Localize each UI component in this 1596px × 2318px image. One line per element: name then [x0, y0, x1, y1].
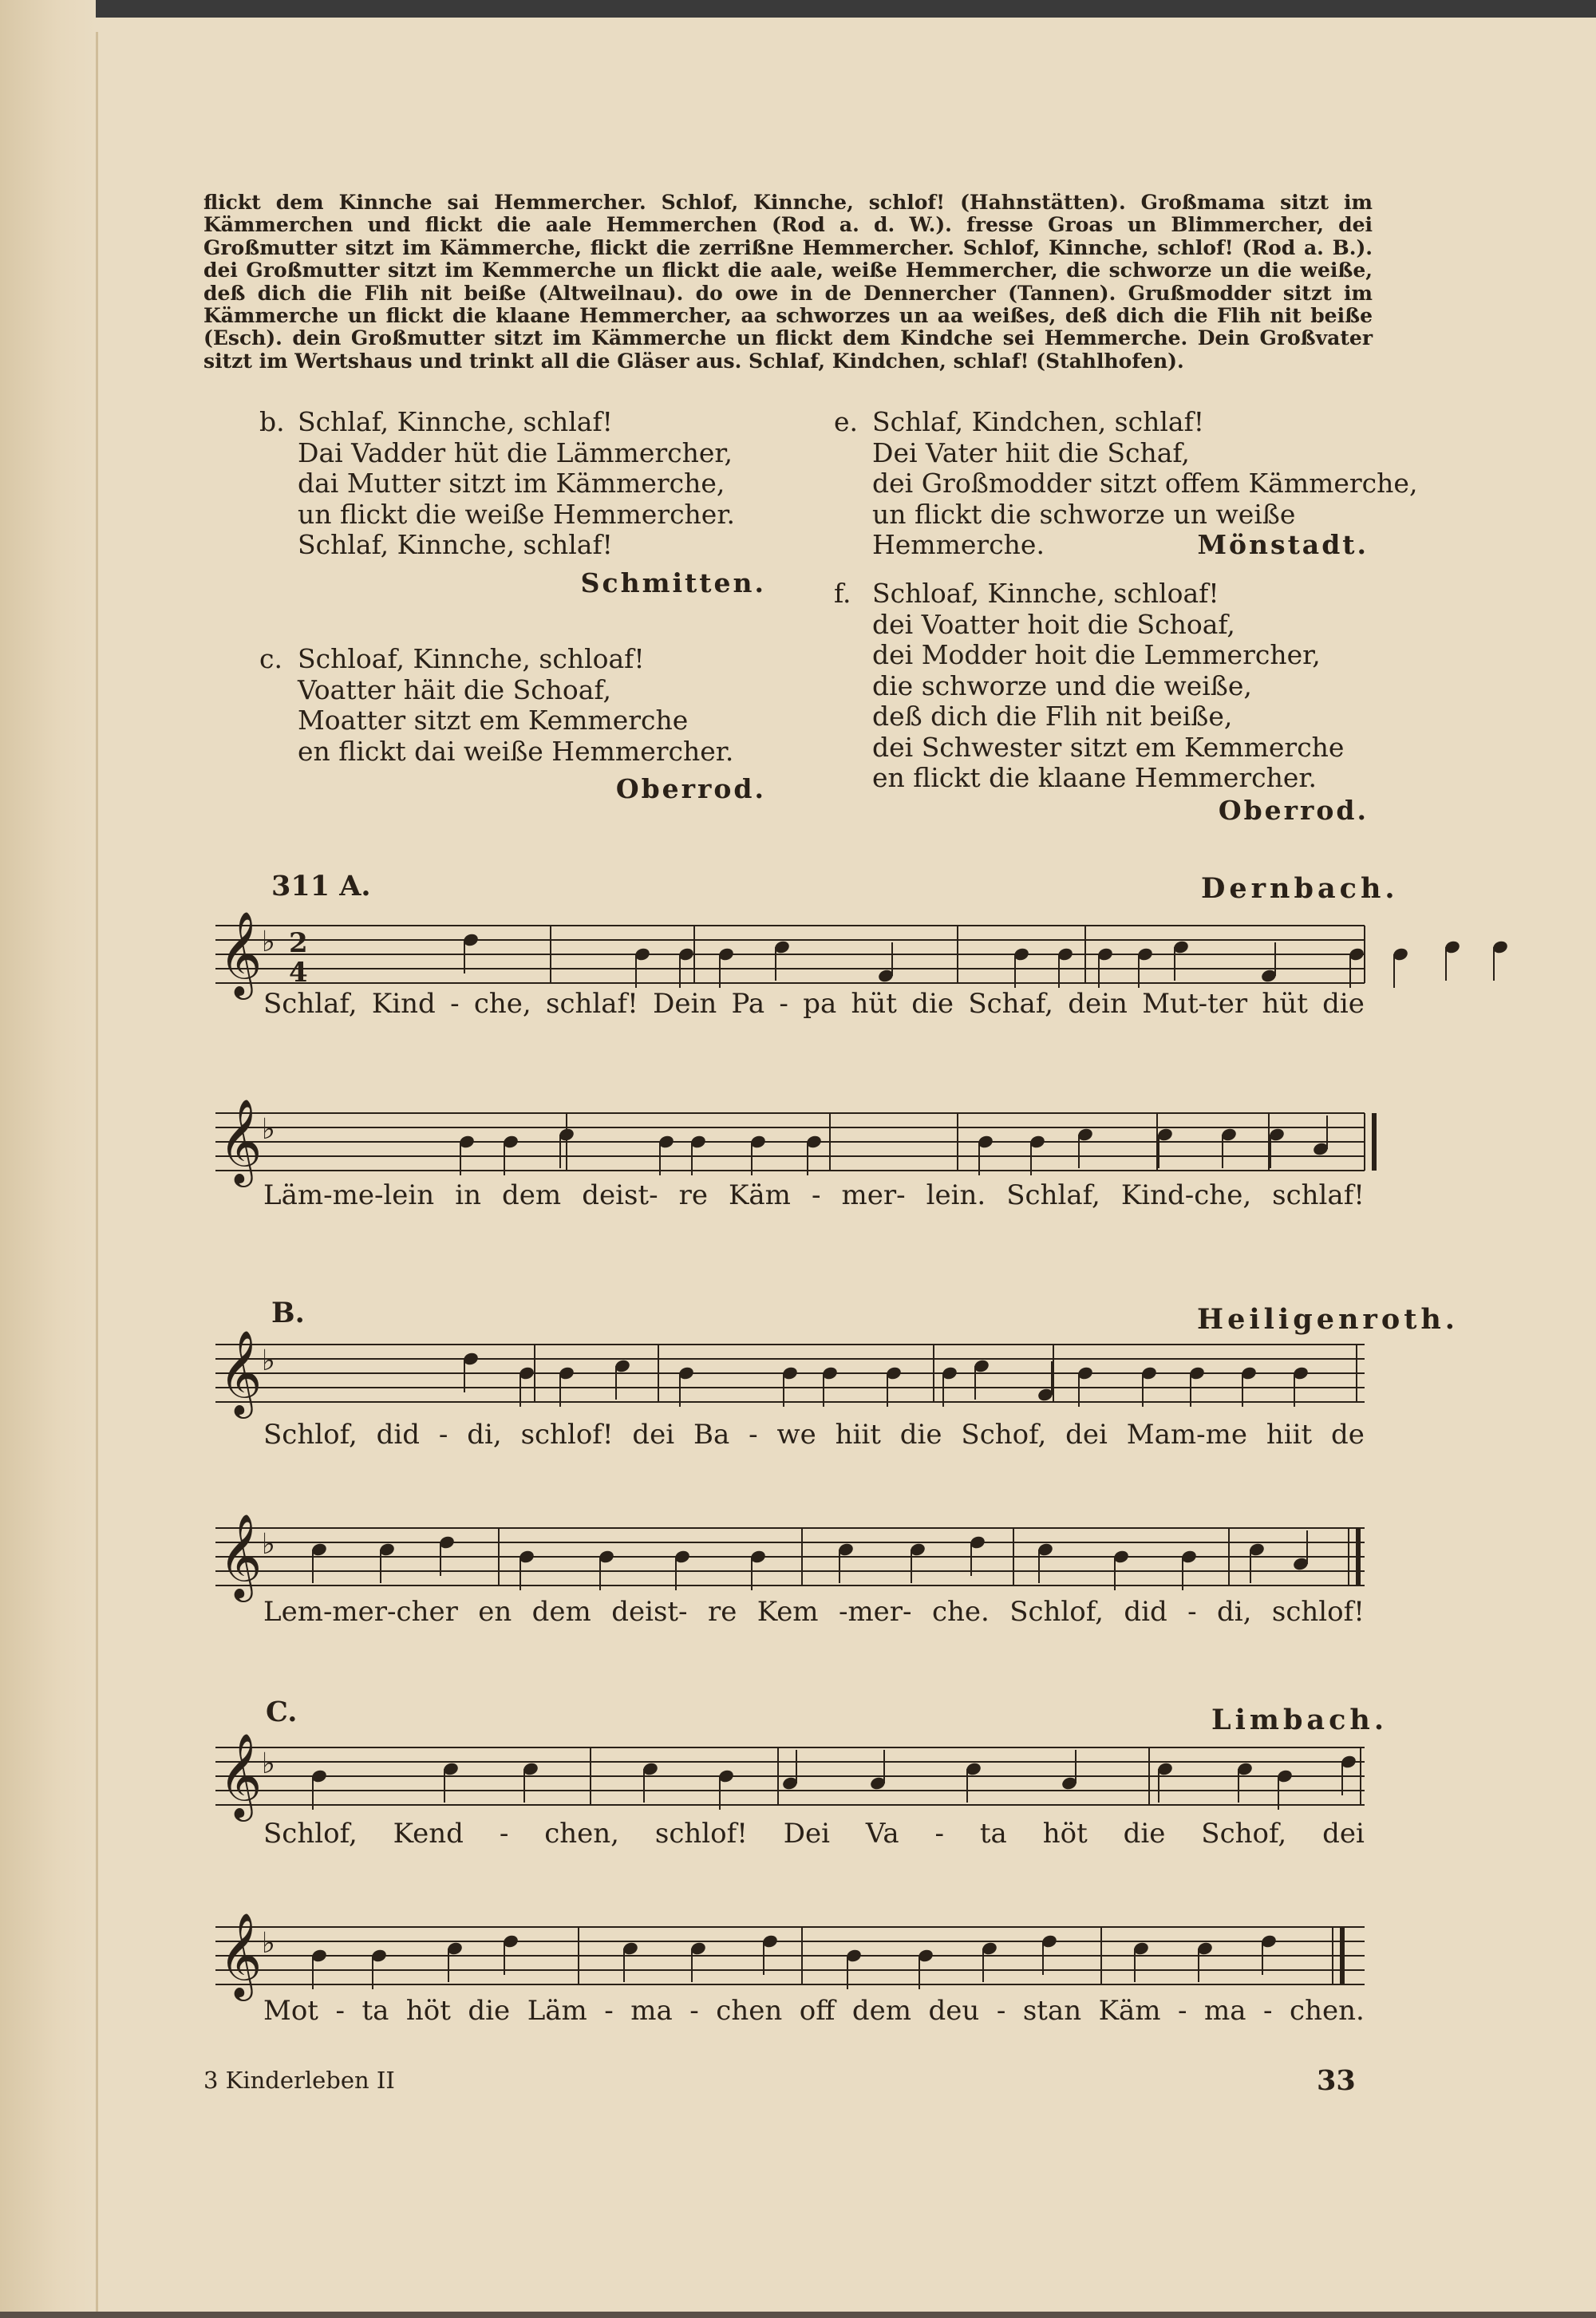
poem-letter: c.: [259, 643, 282, 674]
lyric-syllable: die: [1123, 1818, 1166, 1850]
lyric-syllable: -: [450, 988, 460, 1020]
lyrics-line: [263, 1596, 1365, 1628]
lyric-syllable: chen: [716, 1995, 783, 2027]
lyric-syllable: re: [678, 1179, 708, 1211]
lyric-syllable: -: [1263, 1995, 1273, 2027]
lyric-syllable: Dei: [783, 1818, 831, 1850]
lyric-syllable: hüt: [1262, 988, 1308, 1020]
lyric-syllable: -: [779, 988, 788, 1020]
music-staff: [215, 1329, 1365, 1416]
lyric-syllable: we: [776, 1419, 816, 1451]
lyric-syllable: schlof!: [520, 1419, 614, 1451]
poem-line: Schloaf, Kinnche, schloaf!: [872, 578, 1219, 609]
lyric-syllable: Schlaf,: [263, 988, 358, 1020]
lyric-syllable: dem: [531, 1596, 591, 1628]
flat-icon: ♭: [262, 1345, 275, 1377]
lyric-syllable: di,: [467, 1419, 502, 1451]
lyric-syllable: Käm: [1098, 1995, 1161, 2027]
poem-line: dei Schwester sitzt em Kemmerche: [872, 731, 1345, 763]
flat-icon: ♭: [262, 1927, 275, 1960]
lyric-syllable: Kind: [371, 988, 436, 1020]
lyric-syllable: Schof,: [1201, 1818, 1287, 1850]
poem-place: Oberrod.: [615, 773, 766, 804]
lyric-syllable: Kend: [393, 1818, 464, 1850]
lyric-syllable: -: [604, 1995, 614, 2027]
lyric-syllable: hiit: [835, 1419, 881, 1451]
lyric-syllable: dei: [632, 1419, 675, 1451]
lyrics-line: [263, 1818, 1365, 1850]
music-staff: [215, 1512, 1365, 1600]
lyric-syllable: Kem: [757, 1596, 819, 1628]
song-label: 311 A.: [271, 870, 371, 902]
lyric-syllable: Mam-me: [1126, 1419, 1247, 1451]
poem-e: [834, 406, 1418, 575]
poem-line: en flickt die klaane Hemmercher.: [872, 762, 1317, 793]
lyric-syllable: deu: [928, 1995, 980, 2027]
lyric-syllable: deist-: [582, 1179, 658, 1211]
lyric-syllable: Pa: [731, 988, 765, 1020]
lyric-syllable: -: [689, 1995, 699, 2027]
page-fold: [96, 32, 98, 2318]
lyric-syllable: Schaf,: [968, 988, 1053, 1020]
lyric-syllable: de: [1331, 1419, 1365, 1451]
lyric-syllable: did: [376, 1419, 421, 1451]
lyric-syllable: ta: [979, 1818, 1007, 1850]
lyrics-line: [263, 988, 1365, 1020]
lyrics-line: [263, 1419, 1365, 1451]
poem-line: Schloaf, Kinnche, schloaf!: [298, 643, 645, 674]
treble-clef-icon: 𝄞: [219, 1329, 263, 1415]
page-number: 33: [1317, 2064, 1356, 2097]
poem-letter: e.: [834, 406, 859, 437]
lyric-syllable: -: [996, 1995, 1006, 2027]
lyrics-line: [263, 1995, 1365, 2027]
poem-line: Hemmerche.: [872, 529, 1045, 560]
lyric-syllable: dei: [1065, 1419, 1108, 1451]
poem-letter: b.: [259, 406, 285, 437]
poem-place: Oberrod.: [1218, 795, 1369, 826]
lyric-syllable: -mer-: [838, 1596, 912, 1628]
lyric-syllable: -: [811, 1179, 821, 1211]
lyric-syllable: höt: [405, 1995, 451, 2027]
poem-line: Voatter häit die Schoaf,: [298, 673, 612, 705]
time-signature-bottom: 4: [289, 957, 308, 989]
lyric-syllable: ma: [1204, 1995, 1246, 2027]
lyric-syllable: deist-: [611, 1596, 688, 1628]
music-staff: [215, 1911, 1365, 1999]
song-place: Limbach.: [1211, 1704, 1389, 1736]
lyric-syllable: Va: [865, 1818, 899, 1850]
poem-place: Mönstadt.: [1197, 529, 1369, 560]
lyric-syllable: re: [707, 1596, 737, 1628]
poem-c: [259, 644, 766, 811]
song-label: C.: [266, 1696, 298, 1728]
poem-line: dei Voatter hoit die Schoaf,: [872, 608, 1235, 640]
lyric-syllable: Käm: [729, 1179, 791, 1211]
time-signature-top: 2: [289, 927, 308, 959]
lyric-syllable: -: [438, 1419, 448, 1451]
treble-clef-icon: 𝄞: [219, 1912, 263, 1997]
music-staff: [215, 910, 1365, 997]
lyric-syllable: Kind-che,: [1120, 1179, 1252, 1211]
poem-line: Dai Vadder hüt die Lämmercher,: [298, 436, 733, 468]
lyric-syllable: Schlof,: [263, 1818, 358, 1850]
lyric-syllable: en: [478, 1596, 512, 1628]
music-staff: [215, 1732, 1365, 1819]
top-edge: [0, 0, 1596, 18]
treble-clef-icon: 𝄞: [219, 1098, 263, 1183]
treble-clef-icon: 𝄞: [219, 1513, 263, 1598]
treble-clef-icon: 𝄞: [219, 910, 263, 996]
treble-clef-icon: 𝄞: [219, 1732, 263, 1818]
bottom-edge: [0, 2312, 1596, 2318]
footer-signature: 3 Kinderleben II: [203, 2067, 395, 2094]
lyric-syllable: die: [1322, 988, 1365, 1020]
poem-line: dei Großmodder sitzt offem Kämmerche,: [872, 468, 1418, 499]
poem-line: Dei Vater hiit die Schaf,: [872, 436, 1190, 468]
lyric-syllable: off: [799, 1995, 836, 2027]
lyric-syllable: Läm-me-lein: [263, 1179, 435, 1211]
lyric-syllable: dein: [1068, 988, 1128, 1020]
poem-letter: f.: [834, 578, 851, 609]
poem-line: Moatter sitzt em Kemmerche: [298, 705, 689, 736]
lyric-syllable: -: [934, 1818, 944, 1850]
flat-icon: ♭: [262, 1113, 275, 1146]
flat-icon: ♭: [262, 1528, 275, 1561]
poem-line: die schworze und die weiße,: [872, 669, 1252, 701]
lyric-syllable: -: [1178, 1995, 1187, 2027]
poem-line: deß dich die Flih nit beiße,: [872, 701, 1233, 732]
poem-line: Schlaf, Kinnche, schlaf!: [298, 406, 613, 437]
lyric-syllable: die: [911, 988, 954, 1020]
lyric-syllable: Lem-mer-cher: [263, 1596, 458, 1628]
music-staff: [215, 1097, 1365, 1185]
song-place: Dernbach.: [1201, 872, 1399, 905]
lyric-syllable: ma: [630, 1995, 673, 2027]
lyric-syllable: schlaf!: [1272, 1179, 1365, 1211]
lyric-syllable: dem: [851, 1995, 912, 2027]
lyric-syllable: schlof!: [1271, 1596, 1365, 1628]
lyric-syllable: Schlaf,: [1006, 1179, 1100, 1211]
poem-line: en flickt dai weiße Hemmercher.: [298, 735, 734, 767]
lyric-syllable: Läm: [527, 1995, 587, 2027]
lyric-syllable: hüt: [851, 988, 897, 1020]
lyric-syllable: che,: [473, 988, 531, 1020]
poem-line: un flickt die weiße Hemmercher.: [298, 498, 735, 530]
lyric-syllable: Schlof,: [263, 1419, 358, 1451]
poem-f: [834, 579, 1369, 834]
song-label: B.: [271, 1297, 305, 1329]
lyric-syllable: in: [455, 1179, 482, 1211]
lyric-syllable: Schlof,: [1009, 1596, 1104, 1628]
lyric-syllable: Dein: [653, 988, 717, 1020]
poem-line: dei Modder hoit die Lemmercher,: [872, 639, 1321, 670]
lyric-syllable: hiit: [1266, 1419, 1313, 1451]
lyric-syllable: did: [1124, 1596, 1167, 1628]
lyric-syllable: lein.: [926, 1179, 986, 1211]
lyric-syllable: Schof,: [961, 1419, 1047, 1451]
lyric-syllable: -: [749, 1419, 758, 1451]
lyric-syllable: Ba: [693, 1419, 730, 1451]
song-place: Heiligenroth.: [1197, 1303, 1459, 1336]
lyric-syllable: pa: [803, 988, 837, 1020]
poem-line: un flickt die schworze un weiße: [872, 498, 1296, 530]
lyric-syllable: -: [1187, 1596, 1197, 1628]
lyric-syllable: di,: [1217, 1596, 1252, 1628]
lyric-syllable: die: [899, 1419, 942, 1451]
lyric-syllable: chen.: [1290, 1995, 1365, 2027]
lyric-syllable: die: [468, 1995, 511, 2027]
lyric-syllable: chen,: [544, 1818, 619, 1850]
poem-line: Schlaf, Kindchen, schlaf!: [872, 406, 1205, 437]
flat-icon: ♭: [262, 926, 275, 958]
lyric-syllable: schlof!: [654, 1818, 748, 1850]
lyric-syllable: Mut-ter: [1142, 988, 1248, 1020]
lyric-syllable: -: [335, 1995, 345, 2027]
lyric-syllable: che.: [931, 1596, 990, 1628]
lyric-syllable: mer-: [841, 1179, 906, 1211]
flat-icon: ♭: [262, 1747, 275, 1780]
poem-line: dai Mutter sitzt im Kämmerche,: [298, 468, 725, 499]
lyric-syllable: schlaf!: [546, 988, 638, 1020]
lyric-syllable: -: [499, 1818, 509, 1850]
poem-b: [259, 407, 766, 606]
poem-line: Schlaf, Kinnche, schlaf!: [298, 529, 613, 560]
lyrics-line: [263, 1179, 1365, 1211]
lyric-syllable: ta: [361, 1995, 389, 2027]
intro-paragraph: flickt dem Kinnche sai Hemmercher. Schlof, Kinnche, schlof! (Hahnstätten). Großmama sitzt im Kämmerchen und flickt die aale Hemmerchen (Rod a. d. W.). fresse Groas un Blimmercher, dei Großmutter sitzt im Kämmerche, flickt die zerrißne Hemmercher. Schlof, Kinnche, schlof! (Rod a. B.). dei Großmutter sitzt im Kemmerche un flickt die aale, weiße Hemmercher, die schworze un die weiße, deß dich die Flih nit beiße (Altweilnau). do owe in de Dennercher (Tannen). Grußmodder sitzt im Kämmerche un flickt die klaane Hemmercher, aa schworzes un aa weißes, deß dich die Flih nit beiße (Esch). dein Großmutter sitzt im Kämmerche un flickt dem Kindche sei Hemmerche. Dein Großvater sitzt im Wertshaus und trinkt all die Gläser aus. Schlaf, Kindchen, schlaf! (Stahlhofen).: [203, 191, 1373, 373]
book-spine-shadow: [0, 0, 96, 2318]
lyric-syllable: stan: [1022, 1995, 1082, 2027]
lyric-syllable: dem: [502, 1179, 562, 1211]
lyric-syllable: dei: [1322, 1818, 1365, 1850]
poem-place: Schmitten.: [580, 567, 766, 598]
lyric-syllable: Mot: [263, 1995, 318, 2027]
lyric-syllable: höt: [1042, 1818, 1088, 1850]
